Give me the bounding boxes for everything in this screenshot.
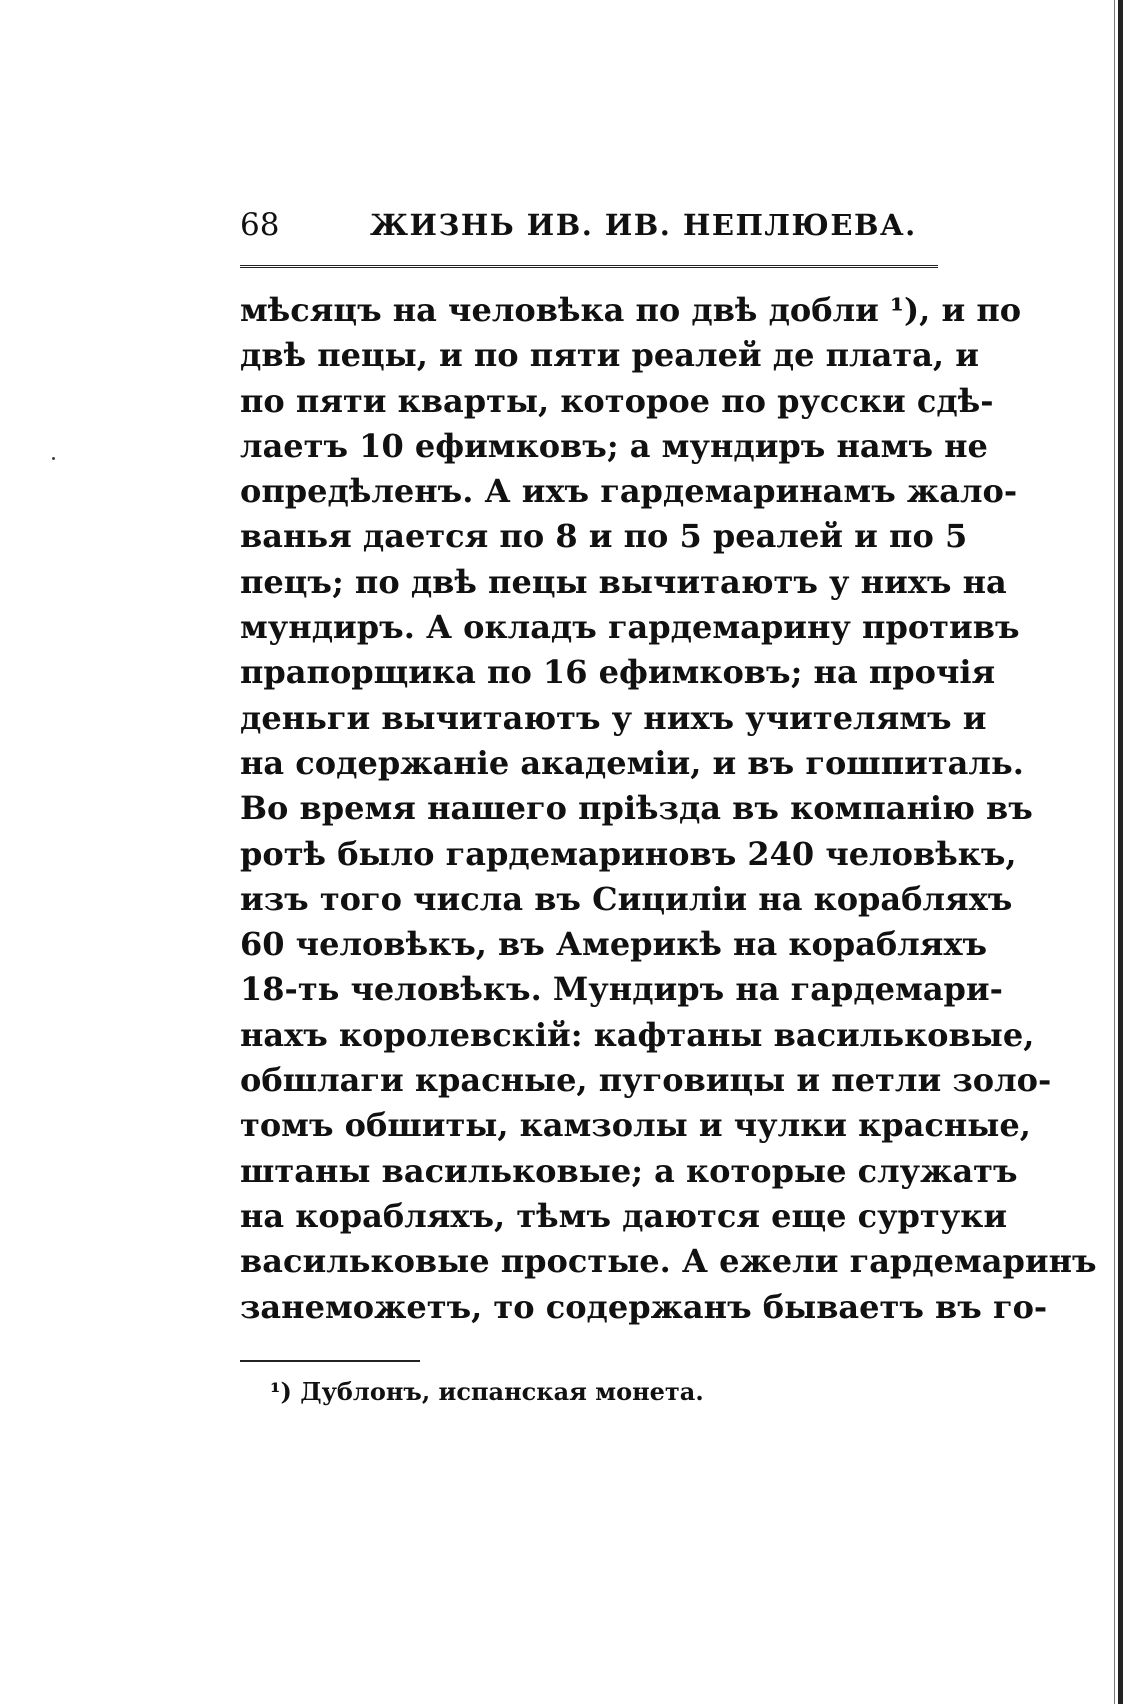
text-line: 60 человѣкъ, въ Америкѣ на корабляхъ	[240, 925, 988, 964]
text-line: Во время нашего пріѣзда въ компанію въ	[240, 789, 1033, 828]
text-line: двѣ пецы, и по пяти реалей де плата, и	[240, 336, 979, 375]
text-line: штаны васильковые; а которые служатъ	[240, 1151, 1018, 1190]
footnote-rule	[240, 1360, 420, 1362]
text-line: на содержаніе академіи, и въ гошпиталь.	[240, 743, 1024, 782]
footnote: ¹) Дублонъ, испанская монета.	[270, 1377, 704, 1406]
text-line: мѣсяцъ на человѣка по двѣ добли ¹), и по	[240, 291, 1022, 329]
header-rule	[240, 265, 938, 268]
page-header	[240, 200, 940, 250]
text-line: опредѣленъ. А ихъ гардемаринамъ жало-	[240, 472, 1018, 511]
text-line: ванья дается по 8 и по 5 реалей и по 5	[240, 517, 968, 556]
text-line: занеможетъ, то содержанъ бываетъ въ го-	[240, 1287, 1048, 1326]
text-line: прапорщика по 16 ефимковъ; на прочія	[240, 653, 996, 692]
body-text	[240, 288, 1097, 1330]
text-line: изъ того числа въ Сициліи на корабляхъ	[240, 879, 1013, 918]
text-line: томъ обшиты, камзолы и чулки красные,	[240, 1106, 1031, 1145]
text-line: по пяти кварты, которое по русски сдѣ-	[240, 381, 994, 420]
binding-edge-shadow	[1114, 0, 1115, 1704]
text-line: 18-ть человѣкъ. Мундиръ на гардемари-	[240, 970, 1003, 1009]
text-line: васильковые простые. А ежели гардемаринъ	[240, 1242, 1097, 1281]
text-line: обшлаги красные, пуговицы и петли золо-	[240, 1061, 1052, 1100]
text-line: лаетъ 10 ефимковъ; а мундиръ намъ не	[240, 426, 988, 465]
text-line: ротѣ было гардемариновъ 240 человѣкъ,	[240, 834, 1017, 873]
running-title: ЖИЗНЬ ИВ. ИВ. НЕПЛЮЕВА.	[370, 208, 917, 242]
text-line: мундиръ. А окладъ гардемарину противъ	[240, 608, 1020, 647]
page-number: 68	[240, 207, 280, 243]
text-line: пецъ; по двѣ пецы вычитаютъ у нихъ на	[240, 562, 1007, 601]
text-line: на корабляхъ, тѣмъ даются еще суртуки	[240, 1196, 1008, 1235]
paper-speck	[52, 457, 55, 460]
text-line: деньги вычитаютъ у нихъ учителямъ и	[240, 698, 987, 737]
text-line: нахъ королевскій: кафтаны васильковые,	[240, 1015, 1035, 1054]
binding-edge	[1118, 0, 1123, 1704]
